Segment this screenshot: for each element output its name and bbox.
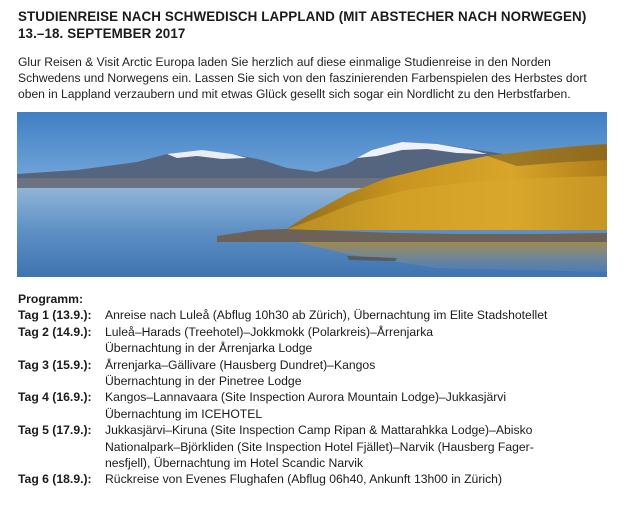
program-section — [18, 291, 628, 488]
day-line: Rückreise von Evenes Flughafen (Abflug 06h40, Ankunft 13h00 in Zürich) — [105, 472, 503, 487]
page-title — [18, 9, 628, 42]
day-line: Jukkasjärvi–Kiruna (Site Inspection Camp Ripan & Mattarahkka Lodge)–Abisko — [105, 423, 533, 438]
intro-line: oben in Lappland verzaubern und mit etwas Glück gesellt sich sogar ein Nordlicht zu den Herbstfarben. — [18, 87, 571, 101]
day-label: Tag 2 (14.9.): — [18, 324, 92, 339]
day-line: Årrenjarka–Gällivare (Hausberg Dundret)–Kangos — [105, 357, 376, 372]
day-description — [105, 422, 628, 471]
day-line: Luleå–Harads (Treehotel)–Jokkmokk (Polarkreis)–Årrenjarka — [105, 324, 434, 339]
day-line: Übernachtung in der Pinetree Lodge — [105, 374, 302, 389]
day-label: Tag 3 (15.9.): — [18, 357, 92, 372]
day-line: Kangos–Lannavaara (Site Inspection Aurora Mountain Lodge)–Jukkasjärvi — [105, 390, 507, 405]
day-description — [105, 357, 628, 390]
day-line: Übernachtung in der Årrenjarka Lodge — [105, 341, 313, 356]
program-day-4 — [18, 389, 628, 422]
day-description — [105, 324, 628, 357]
day-label: Tag 4 (16.9.): — [18, 390, 92, 405]
day-description — [105, 389, 628, 422]
title-line-1: STUDIENREISE NACH SCHWEDISCH LAPPLAND (MIT ABSTECHER NACH NORWEGEN) — [18, 9, 587, 24]
day-line: Nationalpark–Björkliden (Site Inspection Hotel Fjället)–Narvik (Hausberg Fager- — [105, 439, 534, 454]
program-day-1 — [18, 307, 628, 323]
day-label: Tag 6 (18.9.): — [18, 472, 92, 487]
day-description — [105, 307, 628, 323]
intro-paragraph — [18, 54, 628, 102]
lapland-landscape-photo — [17, 112, 607, 277]
day-label: Tag 1 (13.9.): — [18, 308, 92, 323]
day-line: Anreise nach Luleå (Abflug 10h30 ab Zürich), Übernachtung im Elite Stadshotellet — [105, 308, 548, 323]
program-day-3 — [18, 357, 628, 390]
intro-line: Glur Reisen & Visit Arctic Europa laden Sie herzlich auf diese einmalige Studienreise in den Norden — [18, 55, 551, 69]
title-line-2: 13.–18. SEPTEMBER 2017 — [18, 25, 186, 41]
day-line: Übernachtung im ICEHOTEL — [105, 406, 263, 421]
day-label: Tag 5 (17.9.): — [18, 423, 92, 438]
day-description — [105, 471, 628, 487]
program-day-5 — [18, 422, 628, 471]
program-heading: Programm: — [18, 292, 84, 306]
day-line: nesfjell), Übernachtung im Hotel Scandic Narvik — [105, 456, 364, 471]
program-day-6 — [18, 471, 628, 487]
intro-line: Schwedens und Norwegens ein. Lassen Sie sich von den faszinierenden Farbenspielen des Herbstes dort — [18, 71, 587, 85]
program-day-2 — [18, 324, 628, 357]
